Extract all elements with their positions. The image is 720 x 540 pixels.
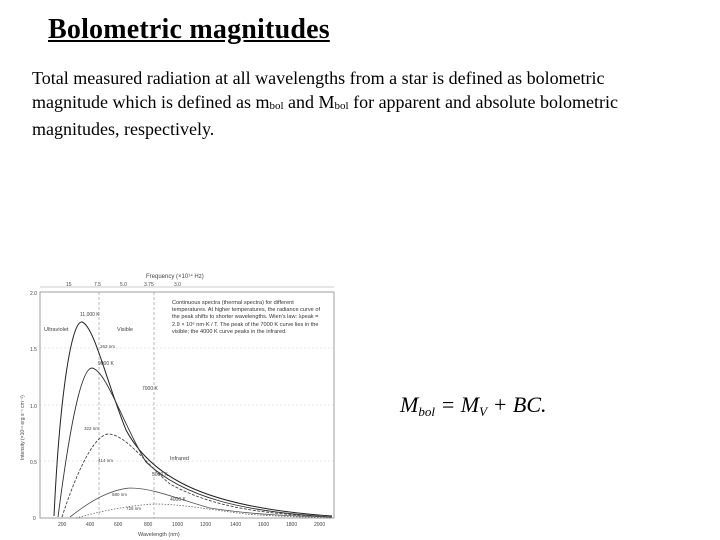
region-visible: Visible <box>117 327 134 333</box>
peak-label-322: 322 nm <box>84 426 100 431</box>
y-axis-label: Intensity (×10¹⁴ erg s⁻¹ cm⁻²) <box>20 395 26 460</box>
curve-label-11000k: 11,000 K <box>80 312 100 318</box>
intro-text-2: and M <box>283 92 335 112</box>
x-axis-label: Wavelength (nm) <box>138 532 180 538</box>
y-tick-3: 1.0 <box>30 404 37 410</box>
x-tick-1: 200 <box>58 522 67 528</box>
top-tick-3: 5.0 <box>120 282 127 288</box>
curve-label-9000k: 9000 K <box>98 361 114 367</box>
peak-label-580: 580 nm <box>112 492 128 497</box>
y-tick-2: 1.5 <box>30 347 37 353</box>
top-tick-5: 3.0 <box>174 282 181 288</box>
top-tick-1: 15 <box>66 282 72 288</box>
formula-lhs-sub: bol <box>418 404 435 419</box>
intro-sub-1: bol <box>269 100 284 112</box>
x-tick-6: 1200 <box>200 522 212 528</box>
slide-title: Bolometric magnitudes <box>48 14 330 45</box>
blackbody-figure <box>14 270 344 540</box>
y-tick-4: 0.5 <box>30 460 37 466</box>
figure-caption: Continuous spectra (thermal spectra) for different temperatures. At higher temperatures, the radiance curve of the peak shifts to shorter wavelengths. Wien's law: λpeak = 2.9 × 10⁶ nm·K / T. The peak of the 7000 K curve lies in the visible; the 4000 K curve peaks in the infrared. <box>172 300 321 335</box>
peak-label-414: 414 nm <box>98 458 114 463</box>
intro-paragraph <box>32 66 682 141</box>
x-tick-7: 1400 <box>230 522 242 528</box>
x-tick-5: 1000 <box>172 522 184 528</box>
x-tick-10: 2000 <box>314 522 326 528</box>
top-tick-2: 7.5 <box>94 282 101 288</box>
x-tick-8: 1600 <box>258 522 270 528</box>
region-ultraviolet: Ultraviolet <box>44 327 69 333</box>
y-tick-1: 2.0 <box>30 291 37 297</box>
top-axis-label: Frequency (×10¹⁴ Hz) <box>146 274 204 280</box>
curve-label-4000k: 4000 K <box>170 497 186 503</box>
intro-text-3: for apparent and absolute bolometric magnitudes, respectively. <box>32 92 618 139</box>
formula-rest: + BC. <box>487 392 547 417</box>
formula-v-sub: V <box>479 404 488 419</box>
intro-text-1: Total measured radiation at all wavelengths from a star is defined as bolometric magnitude which is defined as m <box>32 68 605 112</box>
peak-label-263: 263 nm <box>100 344 116 349</box>
region-infrared: Infrared <box>170 456 189 462</box>
top-tick-4: 3.75 <box>144 282 154 288</box>
curve-label-5000k: 5000 K <box>152 472 168 478</box>
x-tick-4: 800 <box>144 522 153 528</box>
x-tick-3: 600 <box>114 522 123 528</box>
x-tick-2: 400 <box>86 522 95 528</box>
bolometric-formula <box>400 392 547 418</box>
peak-label-725: 725 nm <box>126 506 142 511</box>
formula-equals: = M <box>434 392 480 417</box>
curve-label-7000k: 7000 K <box>142 386 158 392</box>
intro-sub-2: bol <box>334 100 349 112</box>
x-tick-9: 1800 <box>286 522 298 528</box>
formula-lhs: M <box>400 392 419 417</box>
y-tick-5: 0 <box>33 516 36 522</box>
